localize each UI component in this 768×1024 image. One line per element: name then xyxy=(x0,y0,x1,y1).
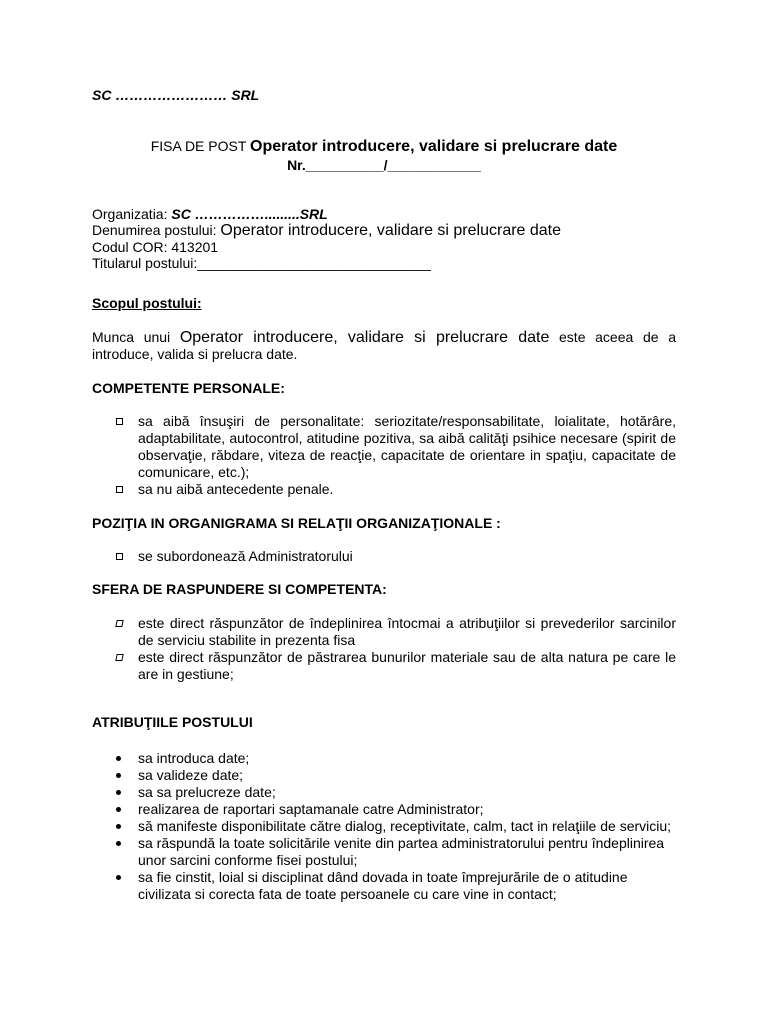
dot-bullet-icon xyxy=(116,790,121,795)
position-holder: Titularul postului:______________________________ xyxy=(92,255,431,271)
info-block xyxy=(92,206,676,271)
document-title xyxy=(92,138,676,175)
pozitia-heading: POZIŢIA IN ORGANIGRAMA SI RELAŢII ORGANIZAŢIONALE : xyxy=(92,515,501,531)
position-value: Operator introducere, validare si prelucrare date xyxy=(220,222,562,239)
list-item: realizarea de raportari saptamanale catre Administrator; xyxy=(92,801,676,818)
cor-code: Codul COR: 413201 xyxy=(92,239,219,255)
organization-line xyxy=(92,206,676,222)
scope-text: Munca unui Operator introducere, validare si prelucrare date este aceea de a introduce, valida si prelucra date. xyxy=(92,329,676,362)
dot-bullet-icon xyxy=(116,773,121,778)
square-bullet-icon xyxy=(116,553,123,560)
list-item: sa introduca date; xyxy=(92,750,676,767)
dot-bullet-icon xyxy=(116,824,121,829)
list-item: sa valideze date; xyxy=(92,767,676,784)
list-item: este direct răspunzător de păstrarea bunurilor materiale sau de alta natura pe care le are in gestiune; xyxy=(92,649,676,683)
square-bullet-icon xyxy=(115,620,123,627)
square-bullet-icon xyxy=(116,418,123,425)
square-bullet-icon xyxy=(115,654,123,661)
dot-bullet-icon xyxy=(116,756,121,761)
title-job: Operator introducere, validare si prelucrare date xyxy=(250,138,618,155)
atributii-heading: ATRIBUŢIILE POSTULUI xyxy=(92,714,253,730)
dot-bullet-icon xyxy=(116,875,121,880)
list-item: sa sa prelucreze date; xyxy=(92,784,676,801)
position-label: Denumirea postului: xyxy=(92,222,221,238)
list-item: sa răspundă la toate solicitările venite din partea administratorului pentru îndeplinirea unor sarcini conforme fisei postului; xyxy=(92,835,676,869)
dot-bullet-icon xyxy=(116,841,121,846)
dot-bullet-icon xyxy=(116,807,121,812)
competente-heading: COMPETENTE PERSONALE: xyxy=(92,380,285,396)
title-prefix: FISA DE POST xyxy=(150,138,247,154)
atributii-list xyxy=(92,750,676,903)
sfera-heading: SFERA DE RASPUNDERE SI COMPETENTA: xyxy=(92,581,387,597)
document-number: Nr.__________/____________ xyxy=(287,157,481,173)
org-label: Organizatia: xyxy=(92,206,172,222)
list-item: se subordonează Administratorului xyxy=(92,548,676,565)
competente-list xyxy=(92,413,676,498)
list-item: sa fie cinstit, loial si disciplinat dând dovada in toate împrejurările de o atitudine civilizata si corecta fata de toate persoanele cu care vine in contact; xyxy=(92,869,676,903)
pozitia-list xyxy=(92,548,676,565)
list-item: este direct răspunzător de îndeplinirea întocmai a atribuţiilor si prevederilor sarcinilor de serviciu stabilite in prezenta fisa xyxy=(92,615,676,649)
list-item: sa nu aibă antecedente penale. xyxy=(92,481,676,498)
list-item: să manifeste disponibilitate către dialog, receptivitate, calm, tact in relaţiile de serviciu; xyxy=(92,818,676,835)
scope-heading: Scopul postului: xyxy=(92,295,202,311)
org-value: SC …………….........SRL xyxy=(171,206,328,222)
list-item: sa aibă însuşiri de personalitate: seriozitate/responsabilitate, loialitate, hotărâre, adaptabilitate, autocontrol, atitudine pozitiva, sa aibă calităţi psihice necesare (spirit de observaţie, răbdare, viteza de reacţie, capacitate de orientare in spaţiu, capacitate de comunicare, etc.); xyxy=(92,413,676,481)
square-bullet-icon xyxy=(116,486,123,493)
position-line xyxy=(92,222,676,239)
sfera-list xyxy=(92,615,676,683)
company-header: SC …………………… SRL xyxy=(92,87,260,103)
